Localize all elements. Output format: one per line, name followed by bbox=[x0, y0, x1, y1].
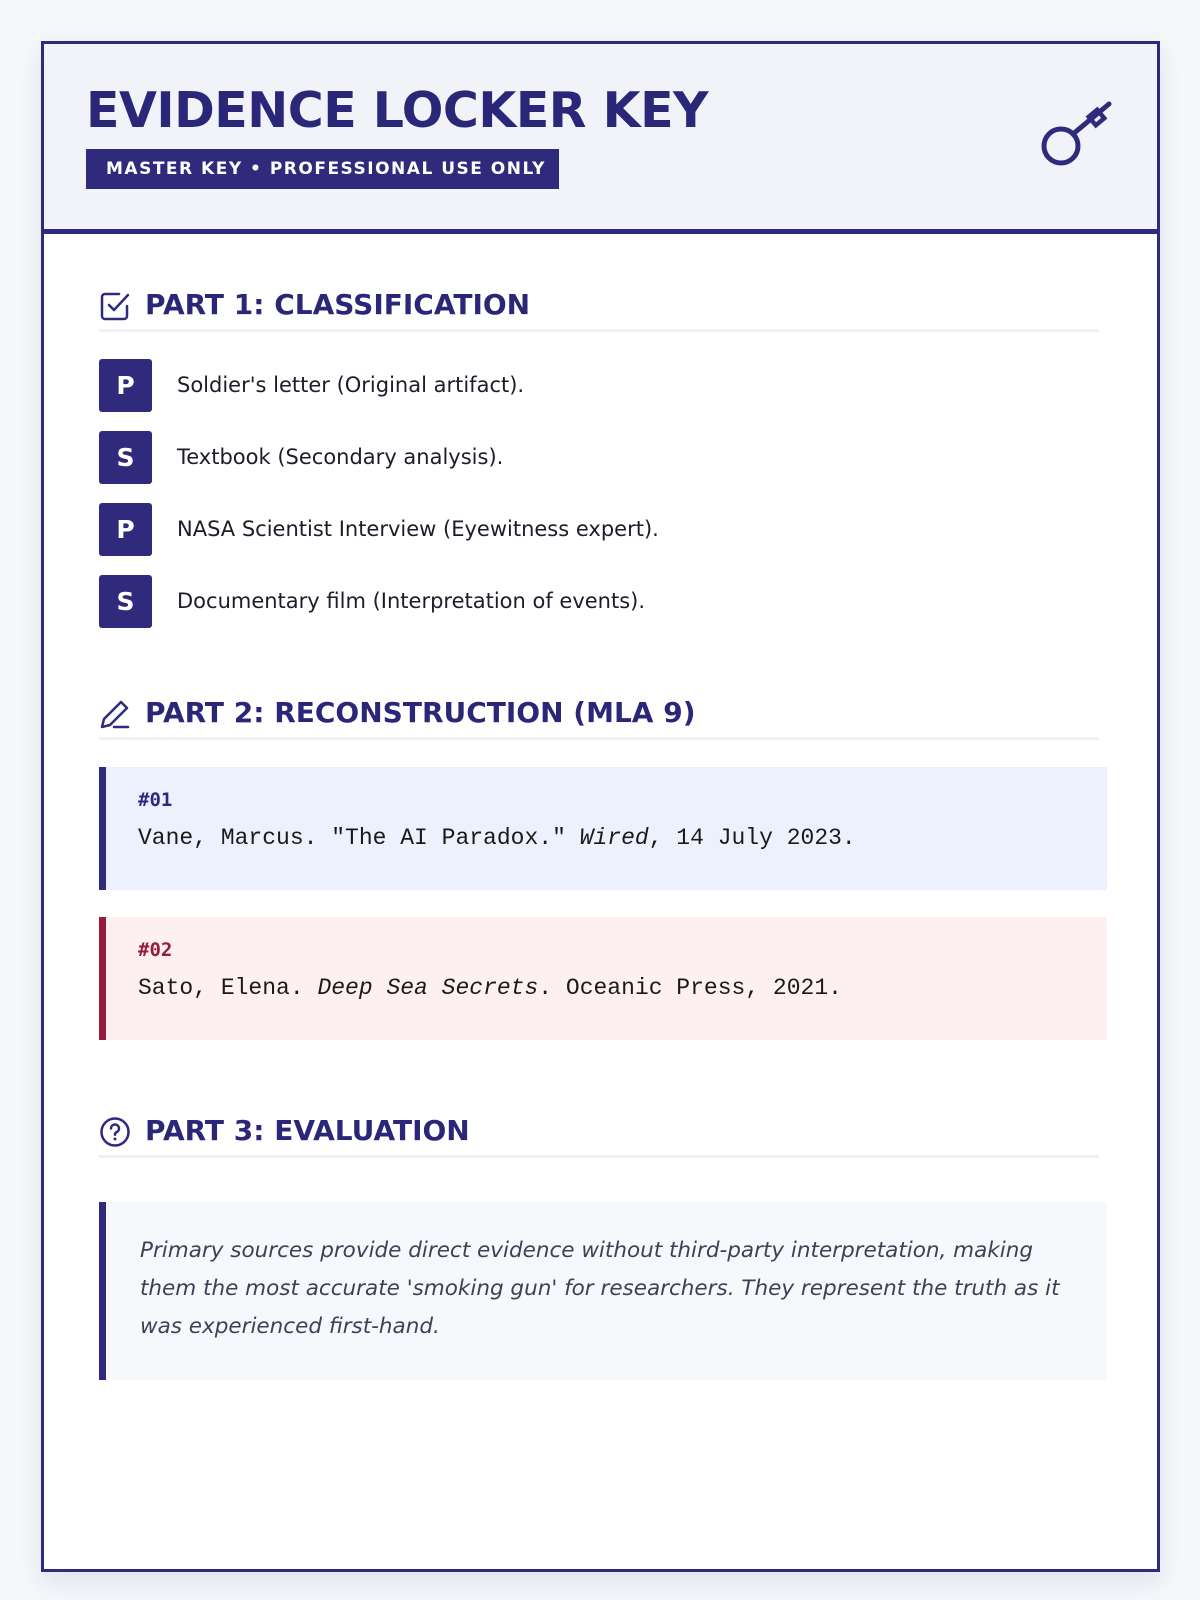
key-icon bbox=[1037, 96, 1117, 176]
part2-heading bbox=[99, 688, 1099, 740]
classification-badge: P bbox=[99, 503, 152, 556]
part3-title: PART 3: EVALUATION bbox=[145, 1114, 470, 1147]
part2-title: PART 2: RECONSTRUCTION (MLA 9) bbox=[145, 696, 696, 729]
classification-badge: S bbox=[99, 575, 152, 628]
part1-heading bbox=[99, 280, 1099, 332]
citation-text: Vane, Marcus. "The AI Paradox." Wired, 14 July 2023. bbox=[138, 825, 856, 851]
evaluation-answer-box bbox=[99, 1202, 1107, 1380]
header bbox=[44, 44, 1157, 234]
subtitle-banner: MASTER KEY • PROFESSIONAL USE ONLY bbox=[86, 149, 559, 189]
classification-item bbox=[99, 575, 999, 628]
citation-card bbox=[99, 917, 1107, 1040]
answer-key-sheet bbox=[41, 41, 1160, 1572]
evaluation-answer: Primary sources provide direct evidence without third-party interpretation, making them the most accurate 'smoking gun' for researchers. They represent the truth as it was experienced first-hand. bbox=[140, 1238, 1060, 1339]
pencil-icon bbox=[99, 698, 131, 730]
part1-title: PART 1: CLASSIFICATION bbox=[145, 288, 531, 321]
citation-card bbox=[99, 767, 1107, 890]
citation-text: Sato, Elena. Deep Sea Secrets. Oceanic Press, 2021. bbox=[138, 975, 842, 1001]
classification-text: Documentary film (Interpretation of events). bbox=[177, 589, 646, 613]
question-circle-icon bbox=[99, 1116, 131, 1148]
part3-heading bbox=[99, 1106, 1099, 1158]
classification-item bbox=[99, 359, 999, 412]
classification-text: NASA Scientist Interview (Eyewitness expert). bbox=[177, 517, 659, 541]
checkbox-icon bbox=[99, 290, 131, 322]
classification-item bbox=[99, 431, 999, 484]
classification-item bbox=[99, 503, 999, 556]
classification-badge: S bbox=[99, 431, 152, 484]
citation-number: #01 bbox=[138, 789, 173, 811]
classification-text: Textbook (Secondary analysis). bbox=[177, 445, 504, 469]
classification-text: Soldier's letter (Original artifact). bbox=[177, 373, 525, 397]
citation-number: #02 bbox=[138, 939, 173, 961]
classification-badge: P bbox=[99, 359, 152, 412]
page-title: EVIDENCE LOCKER KEY bbox=[86, 82, 709, 139]
